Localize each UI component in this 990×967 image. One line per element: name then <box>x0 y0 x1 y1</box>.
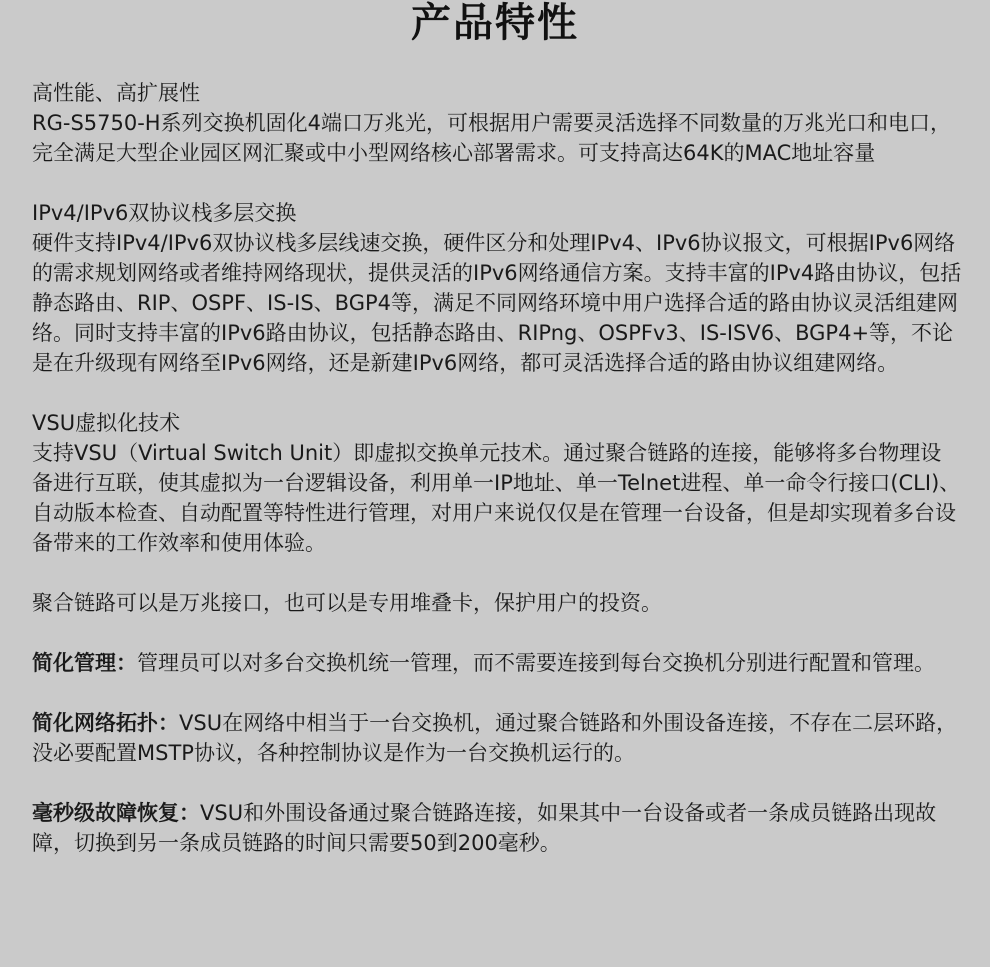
feature-body: 管理员可以对多台交换机统一管理，而不需要连接到每台交换机分别进行配置和管理。 <box>137 651 935 675</box>
section-heading: IPv4/IPv6双协议栈多层交换 <box>32 201 297 225</box>
section-ipv6 <box>32 198 962 378</box>
section-body: 硬件支持IPv4/IPv6双协议栈多层线速交换，硬件区分和处理IPv4、IPv6协议报文，可根据IPv6网络的需求规划网络或者维持网络现状，提供灵活的IPv6网络通信方案。支持丰富的IPv4路由协议，包括静态路由、RIP、OSPF、IS-IS、BGP4等，满足不同网络环境中用户选择合适的路由协议灵活组建网络。同时支持丰富的IPv6路由协议，包括静态路由、RIPng、OSPFv3、IS-ISV6、BGP4+等，不论是在升级现有网络至IPv6网络，还是新建IPv6网络，都可灵活选择合适的路由协议组建网络。 <box>32 231 962 375</box>
section-fast-recovery <box>32 798 962 858</box>
section-simple-management <box>32 648 962 678</box>
section-heading: 高性能、高扩展性 <box>32 81 200 105</box>
section-body: 聚合链路可以是万兆接口，也可以是专用堆叠卡，保护用户的投资。 <box>32 591 662 615</box>
section-heading: VSU虚拟化技术 <box>32 411 181 435</box>
section-scalability <box>32 78 962 168</box>
section-simple-topology <box>32 708 962 768</box>
section-body: 支持VSU（Virtual Switch Unit）即虚拟交换单元技术。通过聚合链路的连接，能够将多台物理设备进行互联，使其虚拟为一台逻辑设备，利用单一IP地址、单一Telnet进程、单一命令行接口(CLI)、自动版本检查、自动配置等特性进行管理，对用户来说仅仅是在管理一台设备，但是却实现着多台设备带来的工作效率和使用体验。 <box>32 441 961 555</box>
feature-body: VSU在网络中相当于一台交换机，通过聚合链路和外围设备连接，不存在二层环路，没必要配置MSTP协议，各种控制协议是作为一台交换机运行的。 <box>32 711 958 765</box>
section-body: RG-S5750-H系列交换机固化4端口万兆光，可根据用户需要灵活选择不同数量的万兆光口和电口，完全满足大型企业园区网汇聚或中小型网络核心部署需求。可支持高达64K的MAC地址容量 <box>32 111 951 165</box>
feature-label: 简化管理： <box>32 651 137 675</box>
section-aggregation <box>32 588 962 618</box>
page-title: 产品特性 <box>411 0 579 46</box>
feature-label: 毫秒级故障恢复： <box>32 801 200 825</box>
feature-body: VSU和外围设备通过聚合链路连接，如果其中一台设备或者一条成员链路出现故障，切换到另一条成员链路的时间只需要50到200毫秒。 <box>32 801 937 855</box>
feature-list <box>32 78 962 858</box>
section-vsu <box>32 408 962 558</box>
feature-label: 简化网络拓扑： <box>32 711 179 735</box>
